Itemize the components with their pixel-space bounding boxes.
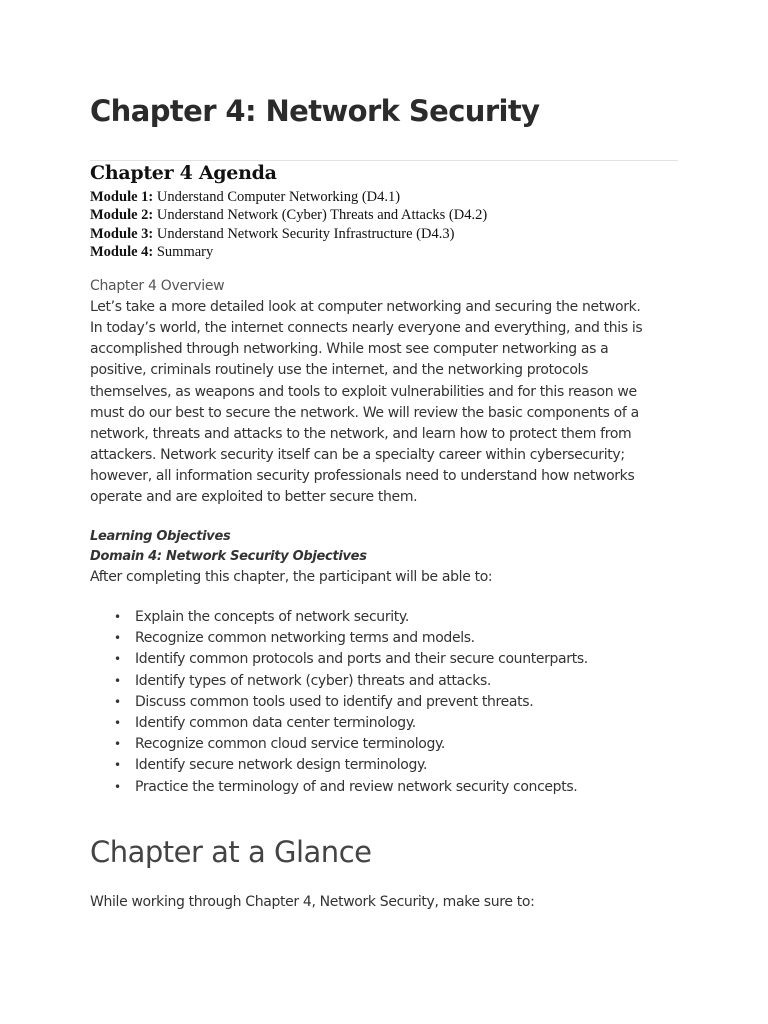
list-item xyxy=(90,755,588,776)
list-item xyxy=(90,607,588,628)
bullet-icon: • xyxy=(114,631,121,646)
module-item xyxy=(90,206,487,224)
overview-line: network, threats and attacks to the network, and learn how to protect them from xyxy=(90,426,632,442)
overview-line: however, all information security professionals need to understand how networks xyxy=(90,468,635,484)
domain-objectives-heading: Domain 4: Network Security Objectives xyxy=(90,549,367,564)
bullet-icon: • xyxy=(114,758,121,773)
list-item-text: Identify common data center terminology. xyxy=(135,715,416,732)
module-label: Module 2: xyxy=(90,207,154,224)
list-item xyxy=(90,671,588,692)
bullet-icon: • xyxy=(114,737,121,752)
overview-heading: Chapter 4 Overview xyxy=(90,278,225,294)
overview-line: In today’s world, the internet connects nearly everyone and everything, and this is xyxy=(90,320,643,336)
module-text: Understand Network (Cyber) Threats and Attacks (D4.2) xyxy=(156,207,488,224)
bullet-icon: • xyxy=(114,779,121,794)
list-item xyxy=(90,692,588,713)
module-item xyxy=(90,188,487,206)
list-item-text: Recognize common cloud service terminology. xyxy=(135,736,446,753)
list-item-text: Discuss common tools used to identify and prevent threats. xyxy=(135,693,534,710)
list-item-text: Recognize common networking terms and models. xyxy=(135,630,475,647)
bullet-icon: • xyxy=(114,673,121,688)
module-list xyxy=(90,188,487,261)
module-label: Module 1: xyxy=(90,189,154,205)
module-label: Module 3: xyxy=(90,225,154,242)
module-text: Understand Computer Networking (D4.1) xyxy=(156,189,401,205)
bullet-icon: • xyxy=(114,716,121,731)
module-label: Module 4: xyxy=(90,243,154,260)
agenda-divider xyxy=(90,160,678,161)
list-item-text: Identify types of network (cyber) threats and attacks. xyxy=(135,672,491,689)
learning-objectives-heading: Learning Objectives xyxy=(90,529,231,544)
glance-intro: While working through Chapter 4, Network Security, make sure to: xyxy=(90,894,535,910)
glance-heading: Chapter at a Glance xyxy=(90,835,372,869)
overview-line: must do our best to secure the network. We will review the basic components of a xyxy=(90,405,639,421)
module-text: Understand Network Security Infrastructure (D4.3) xyxy=(156,225,455,242)
objectives-intro: After completing this chapter, the participant will be able to: xyxy=(90,569,493,585)
objectives-list xyxy=(90,607,588,798)
module-item xyxy=(90,225,487,243)
list-item-text: Explain the concepts of network security. xyxy=(135,609,409,625)
bullet-icon: • xyxy=(114,610,121,624)
list-item-text: Identify common protocols and ports and their secure counterparts. xyxy=(135,651,588,668)
overview-line: accomplished through networking. While most see computer networking as a xyxy=(90,341,609,357)
overview-line: themselves, as weapons and tools to exploit vulnerabilities and for this reason we xyxy=(90,384,637,400)
overview-line: positive, criminals routinely use the internet, and the networking protocols xyxy=(90,362,589,378)
page-title: Chapter 4: Network Security xyxy=(90,94,540,128)
list-item xyxy=(90,628,588,649)
bullet-icon: • xyxy=(114,694,121,709)
module-text: Summary xyxy=(156,243,214,260)
overview-line: Let’s take a more detailed look at computer networking and securing the network. xyxy=(90,299,641,315)
agenda-heading: Chapter 4 Agenda xyxy=(90,162,277,184)
list-item-text: Practice the terminology of and review network security concepts. xyxy=(135,778,578,795)
list-item xyxy=(90,713,588,734)
list-item xyxy=(90,649,588,670)
overview-line: attackers. Network security itself can be a specialty career within cybersecurity; xyxy=(90,447,625,463)
list-item xyxy=(90,777,588,798)
overview-line: operate and are exploited to better secure them. xyxy=(90,489,418,505)
bullet-icon: • xyxy=(114,652,121,667)
list-item-text: Identify secure network design terminology. xyxy=(135,757,428,774)
module-item xyxy=(90,243,487,261)
list-item xyxy=(90,734,588,755)
